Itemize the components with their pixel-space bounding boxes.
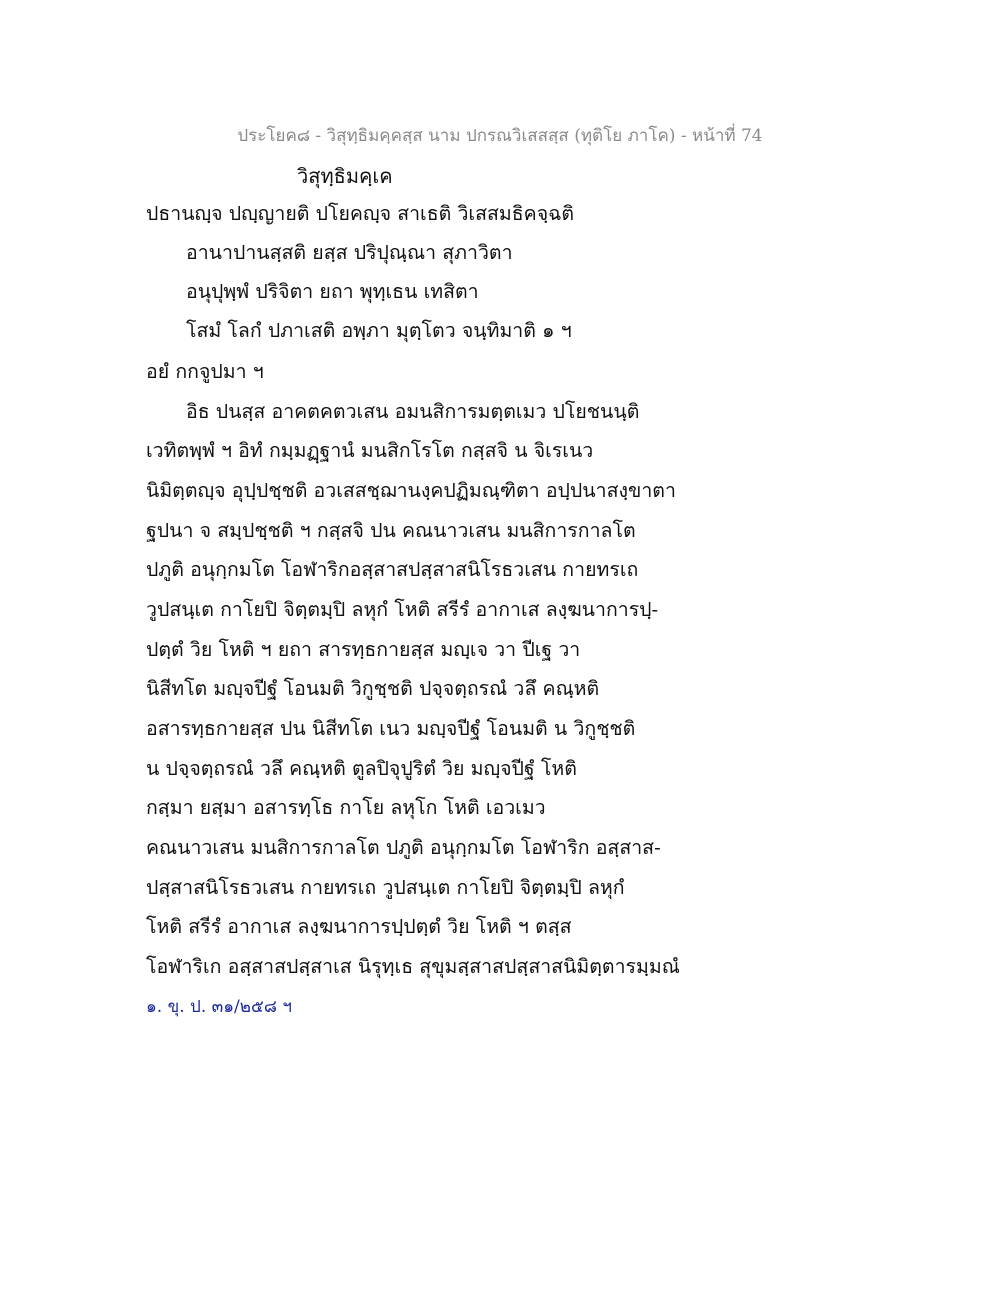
body-line: นิสีทโต มญฺจปีฐํ โอนมติ วิกูชฺชติ ปจฺจตฺถรณํ วลึ คณฺหติ — [146, 677, 600, 700]
body-line: น ปจฺจตฺถรณํ วลึ คณฺหติ ตูลปิจุปูริตํ วิย มญฺจปีฐํ โหติ — [146, 757, 577, 780]
body-line: คณนาวเสน มนสิการกาลโต ปภูติ อนุกฺกมโต โอฬาริก อสฺสาส- — [146, 836, 661, 859]
body-line: ปภูติ อนุกฺกมโต โอฬาริกอสฺสาสปสฺสาสนิโรธวเสน กายทรเถ — [146, 558, 639, 581]
body-line: อิธ ปนสฺส อาคตคตวเสน อมนสิการมตฺตเมว ปโยชนนฺติ — [186, 400, 640, 423]
verse-line: อนุปุพฺพํ ปริจิตา ยถา พุทฺเธน เทสิตา — [186, 280, 479, 303]
verse-line: โสมํ โลกํ ปภาเสติ อพฺภา มุตฺโตว จนฺทิมาติ ๑ ฯ — [186, 319, 572, 342]
body-line: เวทิตพฺพํ ฯ อิทํ กมฺมฏฺฐานํ มนสิกโรโต กสฺสจิ น จิเรเนว — [146, 439, 594, 462]
body-line: กสฺมา ยสฺมา อสารทฺโธ กาโย ลหุโก โหติ เอวเมว — [146, 796, 546, 819]
running-header: ประโยค๘ - วิสุทฺธิมคฺคสฺส นาม ปกรณวิเสสสฺส (ทุติโย ภาโค) - หน้าที่ 74 — [237, 126, 763, 146]
body-line: ปธานญฺจ ปญฺญายติ ปโยคญฺจ สาเธติ วิเสสมธิคจฺฉติ — [146, 202, 575, 225]
body-line: ปสฺสาสนิโรธวเสน กายทรเถ วูปสนฺเต กาโยปิ จิตฺตมฺปิ ลหุกํ — [146, 876, 625, 899]
body-line: นิมิตฺตญฺจ อุปฺปชฺชติ อวเสสชฺฌานงฺคปฏิมณฺฑิตา อปฺปนาสงฺขาตา — [146, 479, 676, 502]
section-title: วิสุทฺธิมคฺเค — [297, 164, 393, 188]
body-line: โหติ สรีรํ อากาเส ลงฺฆนาการปฺปตฺตํ วิย โหติ ฯ ตสฺส — [146, 915, 572, 938]
body-line: โอฬาริเก อสฺสาสปสฺสาเส นิรุทฺเธ สุขุมสฺสาสปสฺสาสนิมิตฺตารมฺมณํ — [146, 955, 680, 978]
body-line: วูปสนฺเต กาโยปิ จิตฺตมฺปิ ลหุกํ โหติ สรีรํ อากาเส ลงฺฆนาการปฺ- — [146, 598, 659, 621]
verse-line: อานาปานสฺสติ ยสฺส ปริปุณฺณา สุภาวิตา — [186, 241, 513, 264]
body-line: อสารทฺธกายสฺส ปน นิสีทโต เนว มญฺจปีฐํ โอนมติ น วิกูชฺชติ — [146, 717, 636, 740]
body-line: ปตฺตํ วิย โหติ ฯ ยถา สารทฺธกายสฺส มญฺเจ วา ปีเฐ วา — [146, 638, 581, 661]
footnote: ๑. ขุ. ป. ๓๑/๒๕๘ ฯ — [146, 997, 292, 1017]
body-line: ฐปนา จ สมฺปชฺชติ ฯ กสฺสจิ ปน คณนาวเสน มนสิการกาลโต — [146, 519, 636, 542]
body-line: อยํ กกจูปมา ฯ — [146, 360, 264, 383]
